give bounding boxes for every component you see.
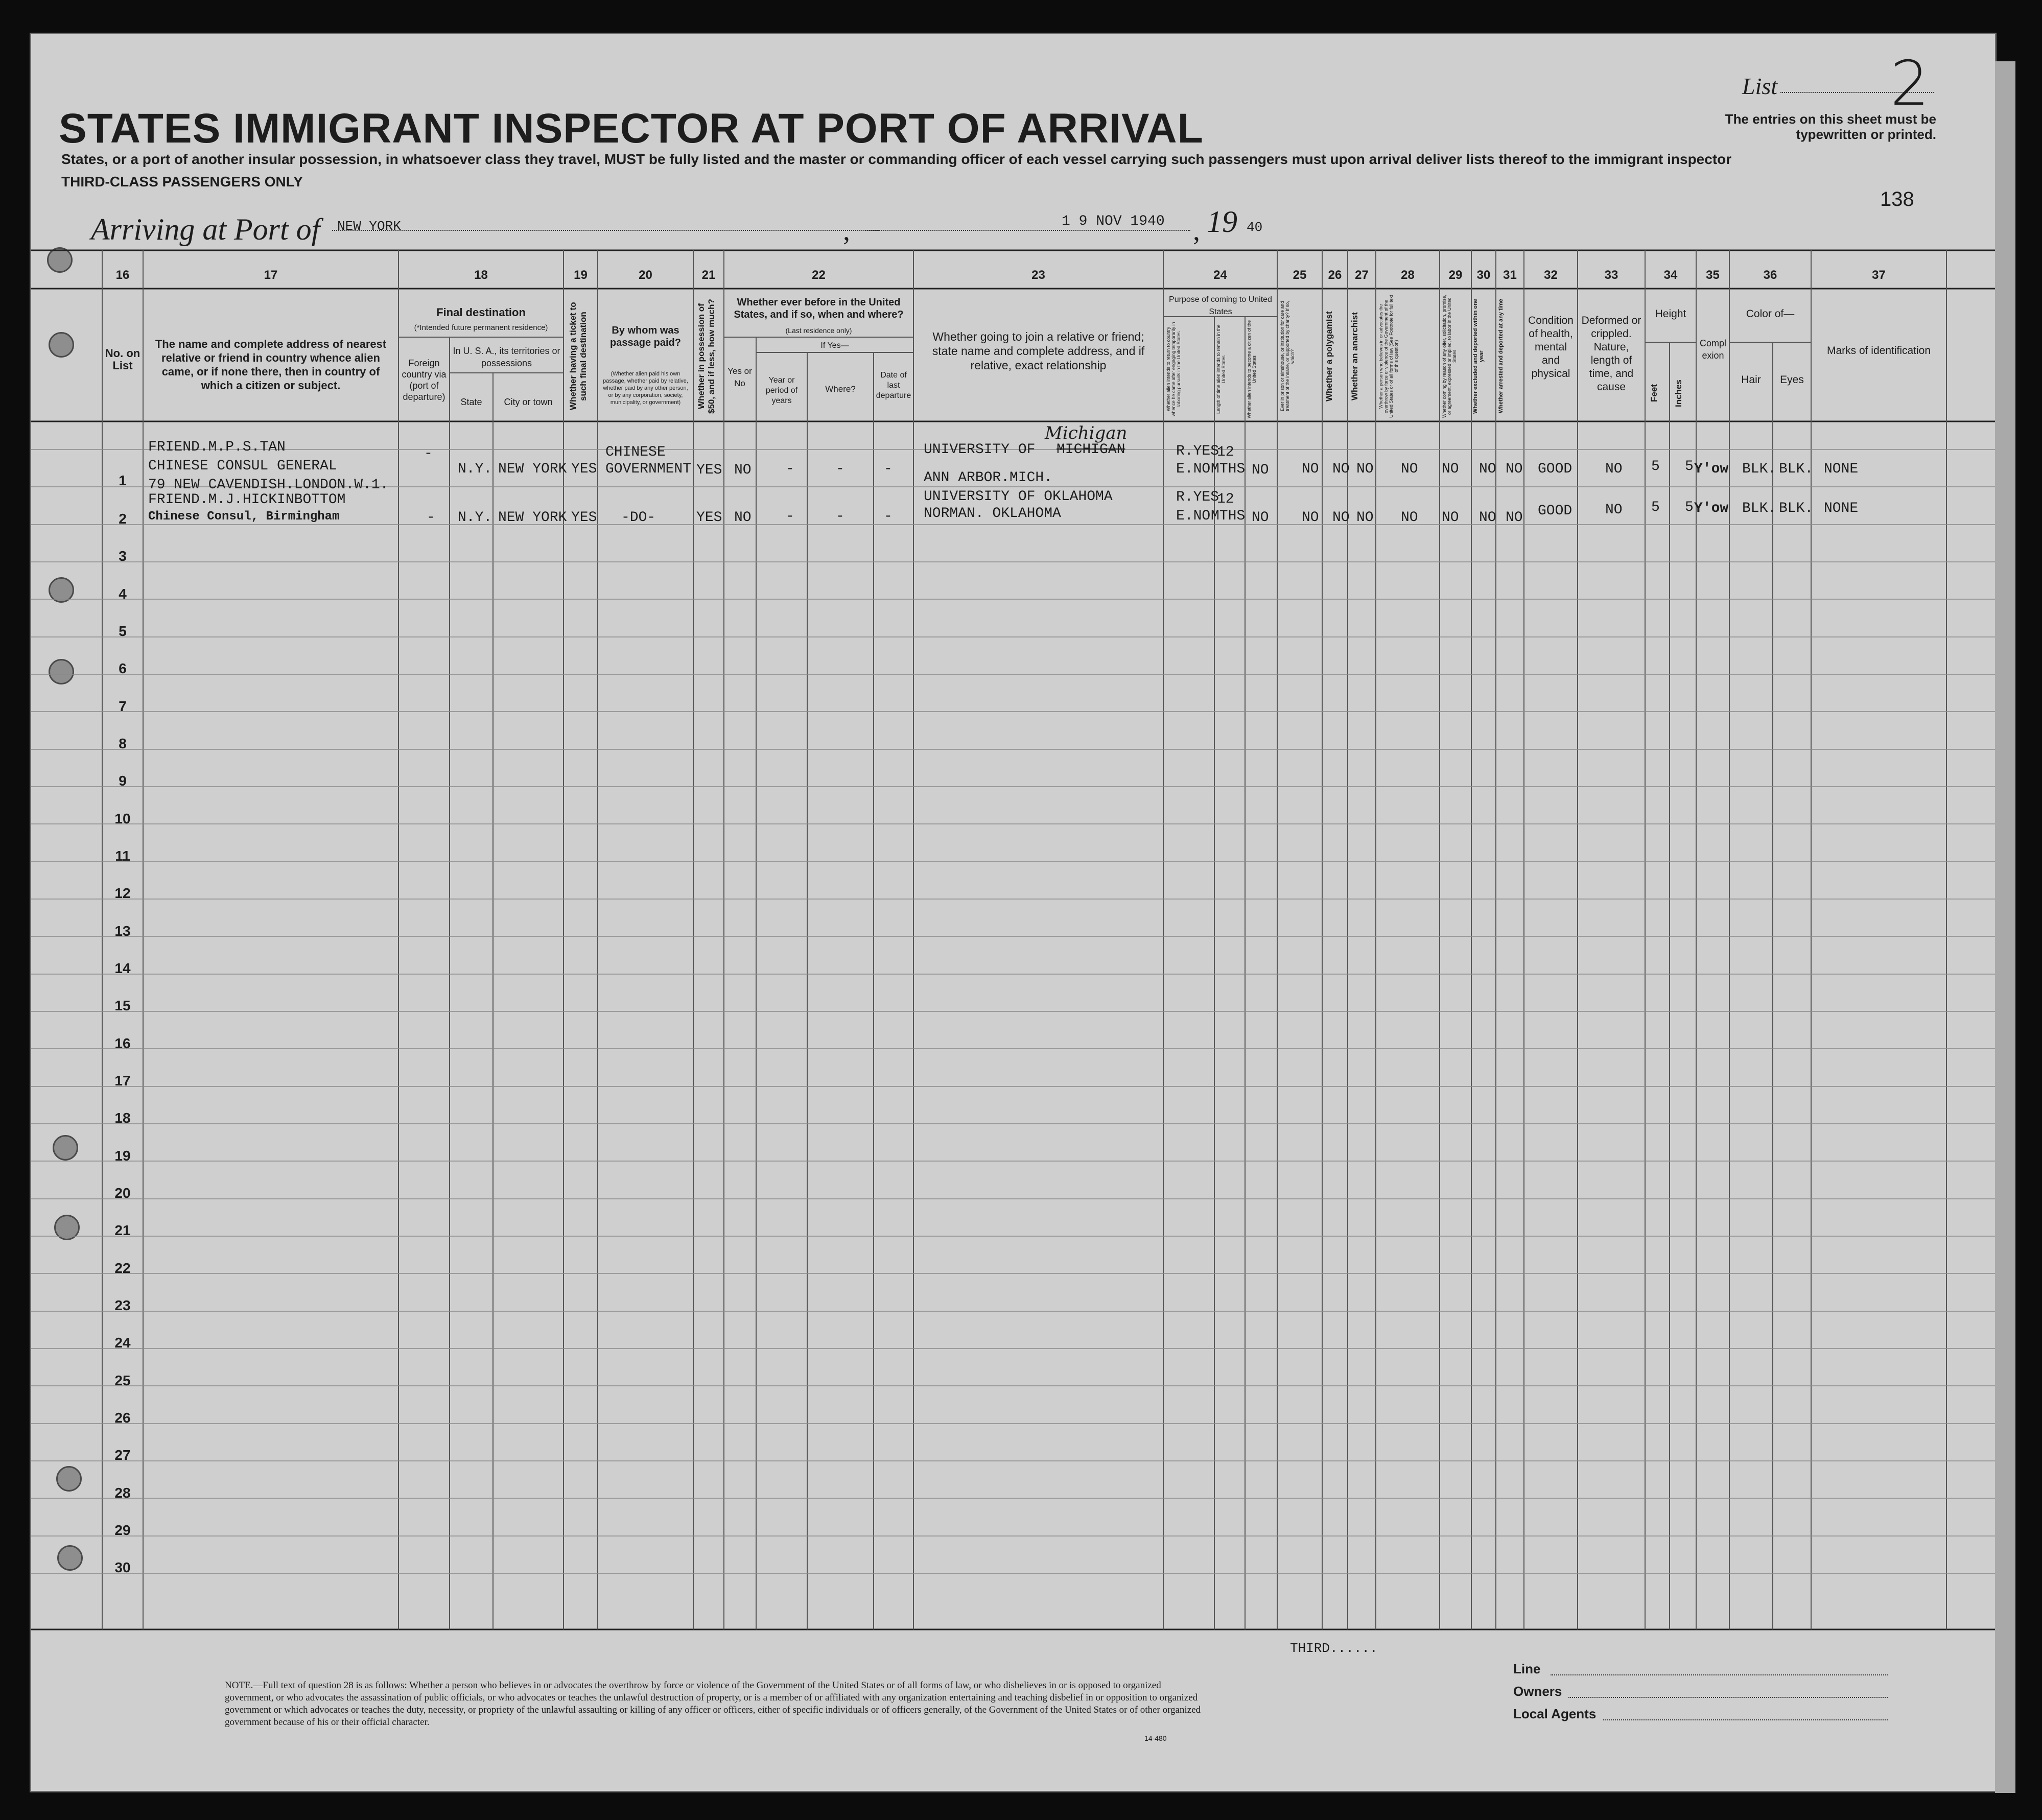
row-number: 24: [114, 1335, 131, 1351]
row1-citizen: NO: [1252, 462, 1269, 478]
row-number: 7: [119, 698, 127, 714]
colnum-24: 24: [1213, 268, 1227, 282]
header-col24c: Whether alien intends to become a citizen of the United States: [1247, 320, 1257, 418]
row2-paid: -DO-: [621, 510, 656, 526]
row1-complexion: Y'ow: [1694, 461, 1729, 477]
colnum-16: 16: [115, 268, 130, 282]
colnum-35: 35: [1706, 268, 1720, 282]
subtitle: States, or a port of another insular possession, in whatsoever class they travel, MUST be fully listed and the master or commanding officer of each vessel carrying such passengers must upon arrival deliver lists thereof to the immigrant inspector: [61, 151, 1732, 167]
row1-c30: NO: [1479, 461, 1496, 477]
row1-foreign: -: [424, 446, 433, 462]
row2-ticket: YES: [571, 510, 597, 526]
header-year-period: Year or period of years: [765, 376, 798, 405]
row-number: 4: [119, 586, 127, 602]
header-col17: The name and complete address of nearest relative or friend in country whence alien came, or if none there, then in country of which a citizen or subject.: [155, 338, 387, 392]
footnote-q28: NOTE.—Full text of question 28 is as follows: Whether a person who believes in or advocates the overthrow by force or violence of the Government of the United States or of all forms of law, or who disbelieves in or is opposed to organized government, or who advocates the assassination of public officials, or who advocates or teaches the unlawful destruction of property, or is a member of or affiliated with any organization entertaining and teaching disbelief in or opposition to organized government or which advocates or teaches the duty, necessity, or propriety of the unlawful assaulting or killing of any officer or officers, either of specific individuals or of officers generally, of the Government of the United States or of other organized government because of his or their official character.: [225, 1680, 1201, 1728]
header-col32: Condition of health, mental and physical: [1528, 315, 1574, 380]
colnum-19: 19: [574, 268, 588, 282]
row2-c25: NO: [1302, 510, 1319, 526]
footer-agents-underline: [1603, 1719, 1888, 1720]
colnum-18: 18: [474, 268, 488, 282]
row1-purpose-e: E.NO: [1176, 461, 1211, 477]
row-number: 23: [114, 1297, 131, 1313]
class-line: THIRD-CLASS PASSENGERS ONLY: [61, 174, 303, 190]
header-col24a: Whether alien intends to return to country whence he came after engaging temporarily in laboring pursuits in the United States: [1166, 322, 1181, 416]
row2-c31: NO: [1506, 510, 1523, 526]
header-marks: Marks of identification: [1826, 345, 1931, 357]
row2-date: -: [884, 509, 893, 525]
row1-c27: NO: [1356, 461, 1374, 477]
colnum-27: 27: [1355, 268, 1369, 282]
row1-paid-line2: GOVERNMENT: [605, 461, 692, 477]
header-col20-note: (Whether alien paid his own passage, whether paid by relative, whether paid by any other person, or by any corporation, society, municipality, or government): [603, 371, 688, 406]
header-state: State: [460, 397, 482, 407]
colnum-37: 37: [1872, 268, 1886, 282]
row-number: 22: [114, 1260, 131, 1276]
row-number: 9: [119, 773, 127, 789]
row1-c25: NO: [1302, 461, 1319, 477]
header-col25: Ever in prison or almshouse, or institution for care and treatment of the insane, or supported by charity? If so, which?: [1280, 301, 1295, 412]
page-title: STATES IMMIGRANT INSPECTOR AT PORT OF ARRIVAL: [59, 105, 1204, 152]
row-number: 16: [114, 1035, 131, 1051]
row1-before: NO: [734, 462, 752, 478]
row2-state: N.Y.: [458, 510, 492, 526]
row2-c26: NO: [1332, 510, 1350, 526]
header-final-destination: Final destination: [436, 306, 526, 319]
header-final-destination-note: (*Intended future permanent residence): [414, 323, 548, 332]
colnum-29: 29: [1448, 268, 1463, 282]
row1-length-unit: MTHS: [1211, 461, 1246, 477]
row2-deformed: NO: [1605, 502, 1623, 518]
row2-relative-line2: Chinese Consul, Birmingham: [148, 510, 340, 524]
row2-c29: NO: [1442, 510, 1459, 526]
row-number: 1: [119, 472, 127, 488]
row2-year: -: [786, 509, 794, 525]
row2-complexion: Y'ow: [1694, 501, 1729, 516]
header-feet: Feet: [1649, 384, 1659, 403]
row1-joining-correction: Michigan: [1045, 423, 1128, 443]
row-number: 12: [114, 885, 131, 901]
row-number: 26: [114, 1410, 131, 1426]
colnum-28: 28: [1401, 268, 1415, 282]
row1-eyes: BLK.: [1779, 461, 1814, 477]
row2-length-num: 12: [1217, 491, 1234, 507]
comma: ,: [843, 215, 850, 247]
row2-foreign: -: [427, 510, 435, 526]
header-col29: Whether coming by reason of any offer, solicitation, promise, or agreement, expressed or implied, to labor in the United States: [1442, 295, 1457, 418]
row-number: 5: [119, 623, 127, 639]
row1-paid-line1: CHINESE: [605, 444, 666, 460]
comma2: ,: [1193, 215, 1200, 247]
row-number: 17: [114, 1073, 131, 1089]
row2-inches: 5: [1685, 500, 1694, 515]
row-number: 21: [114, 1222, 131, 1238]
header-col27: Whether an anarchist: [1350, 312, 1359, 400]
header-col26: Whether a polygamist: [1324, 311, 1334, 401]
row1-deformed: NO: [1605, 461, 1623, 477]
list-label: List: [1742, 73, 1778, 99]
row1-c31: NO: [1506, 461, 1523, 477]
row2-c28: NO: [1401, 510, 1418, 526]
row2-marks: NONE: [1824, 501, 1859, 516]
header-col21: Whether in possession of $50, and if less, how much?: [696, 299, 716, 414]
arriving-label: Arriving at Port of: [91, 212, 320, 246]
colnum-25: 25: [1293, 268, 1307, 282]
header-height: Height: [1655, 308, 1686, 320]
header-where: Where?: [825, 384, 856, 394]
year-prefix: 19: [1207, 205, 1237, 239]
colnum-22: 22: [812, 268, 826, 282]
colnum-36: 36: [1763, 268, 1777, 282]
header-col24b: Length of time alien intends to remain in the United States: [1216, 324, 1226, 414]
sheet-number: 138: [1880, 188, 1914, 210]
row2-c30: NO: [1479, 510, 1496, 526]
instruction: The entries on this sheet must be typewritten or printed.: [1725, 111, 1936, 142]
date-stamp: 1 9 NOV 1940: [1062, 214, 1165, 229]
row1-c28: NO: [1401, 461, 1418, 477]
row1-money: YES: [696, 462, 722, 478]
row1-city: NEW YORK: [498, 461, 567, 477]
row1-date: -: [884, 461, 893, 477]
row1-marks: NONE: [1824, 461, 1859, 477]
row2-hair: BLK.: [1742, 501, 1777, 516]
colnum-30: 30: [1476, 268, 1491, 282]
row1-state: N.Y.: [458, 461, 492, 477]
header-inches: Inches: [1674, 380, 1683, 407]
row-number: 27: [114, 1447, 131, 1463]
row2-feet: 5: [1651, 500, 1660, 515]
row2-joining-line2: NORMAN. OKLAHOMA: [924, 506, 1061, 522]
row1-joining-line2: ANN ARBOR.MICH.: [924, 470, 1053, 486]
row-number: 19: [114, 1148, 131, 1164]
row1-hair: BLK.: [1742, 461, 1777, 477]
colnum-23: 23: [1031, 268, 1045, 282]
row-number: 10: [114, 811, 131, 826]
row-number: 15: [114, 998, 131, 1013]
row-number: 13: [114, 923, 131, 939]
row-number: 25: [114, 1373, 131, 1388]
port-value: NEW YORK: [337, 219, 401, 234]
header-hair: Hair: [1741, 374, 1761, 386]
form-number: 14-480: [1144, 1734, 1167, 1742]
row1-joining-struck: MICHIGAN: [1057, 442, 1125, 458]
row1-inches: 5: [1685, 459, 1694, 475]
colnum-32: 32: [1544, 268, 1558, 282]
header-in-usa: In U. S. A., its territories or possessions: [453, 346, 560, 368]
footer-line-label: Line: [1513, 1661, 1541, 1676]
row-number: 3: [119, 548, 127, 564]
row2-health: GOOD: [1538, 503, 1572, 519]
header-date-last-departure: Date of last departure: [876, 371, 911, 400]
header-col30: Whether excluded and deported within one year: [1472, 299, 1485, 414]
row1-relative-line1: FRIEND.M.P.S.TAN: [148, 439, 286, 455]
footer-owners-label: Owners: [1513, 1684, 1562, 1699]
header-city: City or town: [504, 397, 553, 407]
header-col28: Whether a person who believes in or advocates the overthrow by force or violence of the Government of the United States or of all forms of law (See Footnote for full text of this question): [1378, 295, 1399, 418]
row2-length-unit: MTHS: [1211, 508, 1246, 524]
row1-c29: NO: [1442, 461, 1459, 477]
colnum-17: 17: [264, 268, 278, 282]
row-number: 11: [115, 848, 130, 864]
row1-length-num: 12: [1217, 444, 1234, 460]
row2-relative-line1: FRIEND.M.J.HICKINBOTTOM: [148, 492, 346, 508]
footer-agents-label: Local Agents: [1513, 1706, 1597, 1721]
row2-where: -: [836, 509, 844, 525]
header-col19: Whether having a ticket to such final destination: [568, 302, 588, 411]
row2-money: YES: [696, 510, 722, 526]
row-number: 29: [114, 1522, 131, 1538]
row-number: 6: [119, 660, 127, 676]
header-no-on-list: No. on List: [105, 347, 140, 372]
colnum-34: 34: [1663, 268, 1678, 282]
header-col22: Whether ever before in the United States, and if so, when and where?: [734, 297, 904, 320]
list-number: 2: [1890, 49, 1930, 120]
row1-health: GOOD: [1538, 461, 1572, 477]
row-number: 20: [114, 1185, 131, 1201]
row-number: 14: [114, 960, 131, 976]
row2-purpose-e: E.NO: [1176, 508, 1211, 524]
header-if-yes: If Yes—: [820, 341, 849, 350]
header-col23: Whether going to join a relative or friend; state name and complete address, and if relative, exact relationship: [932, 330, 1145, 372]
header-foreign-country: Foreign country via (port of departure): [402, 358, 447, 402]
header-col22-note: (Last residence only): [785, 326, 852, 335]
header-eyes: Eyes: [1780, 374, 1804, 386]
colnum-33: 33: [1604, 268, 1618, 282]
row1-c26: NO: [1332, 461, 1350, 477]
row2-before: NO: [734, 510, 752, 526]
row-number: 2: [119, 511, 127, 527]
row1-feet: 5: [1651, 459, 1660, 475]
header-col20: By whom was passage paid?: [610, 325, 681, 348]
row2-citizen: NO: [1252, 510, 1269, 526]
row1-year: -: [786, 461, 794, 477]
footer-owners-underline: [1568, 1697, 1888, 1698]
row1-ticket: YES: [571, 461, 597, 477]
row1-relative-line2: CHINESE CONSUL GENERAL: [148, 458, 337, 474]
row1-joining-line1: UNIVERSITY OF: [924, 442, 1036, 458]
header-col31: Whether arrested and deported at any time: [1498, 299, 1504, 414]
header-color-of: Color of—: [1746, 308, 1795, 320]
colnum-31: 31: [1503, 268, 1517, 282]
row-number: 8: [119, 736, 127, 751]
row1-relative-line3: 79 NEW CAVENDISH.LONDON.W.1.: [148, 477, 389, 493]
row2-joining-line1: UNIVERSITY OF OKLAHOMA: [924, 489, 1113, 505]
colnum-20: 20: [639, 268, 652, 282]
header-col33: Deformed or crippled. Nature, length of time, and cause: [1581, 315, 1641, 393]
footer-line-underline: [1551, 1674, 1888, 1675]
row-number: 18: [114, 1110, 131, 1126]
footer-third: THIRD......: [1290, 1641, 1378, 1656]
year-suffix: 40: [1247, 220, 1263, 235]
row-number: 30: [114, 1559, 131, 1575]
row2-c27: NO: [1356, 510, 1374, 526]
header-yes-or-no: Yes or No: [727, 366, 752, 388]
row2-city: NEW YORK: [498, 510, 567, 526]
colnum-26: 26: [1328, 268, 1342, 282]
header-complexion: Complexion: [1699, 338, 1726, 361]
header-col24: Purpose of coming to United States: [1169, 295, 1272, 316]
row2-eyes: BLK.: [1779, 501, 1814, 516]
colnum-21: 21: [701, 268, 716, 282]
row-number: 28: [114, 1485, 131, 1501]
row1-purpose-r: R.YES: [1176, 443, 1219, 459]
row1-where: -: [836, 461, 844, 477]
row2-purpose-r: R.YES: [1176, 489, 1219, 505]
